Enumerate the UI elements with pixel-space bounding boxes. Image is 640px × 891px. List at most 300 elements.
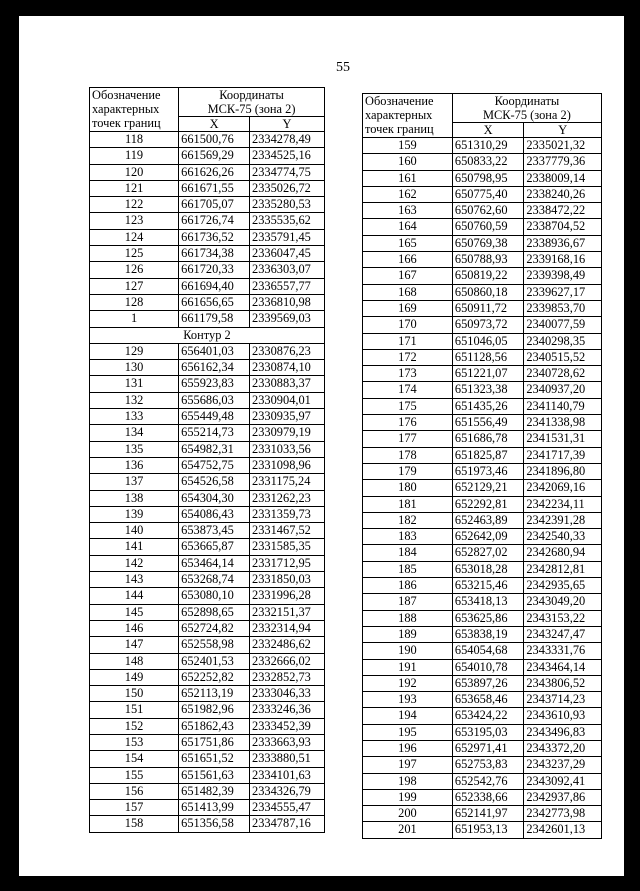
table-row — [363, 594, 602, 610]
x-coordinate: 653080,10 — [179, 588, 250, 604]
table-row — [90, 262, 325, 278]
y-coordinate: 2340077,59 — [524, 317, 602, 333]
x-coordinate: 661694,40 — [179, 278, 250, 294]
y-coordinate: 2340937,20 — [524, 382, 602, 398]
x-coordinate: 651128,56 — [452, 349, 523, 365]
x-coordinate: 650860,18 — [452, 284, 523, 300]
table-row — [363, 545, 602, 561]
x-coordinate: 653838,19 — [452, 626, 523, 642]
point-number: 144 — [90, 588, 179, 604]
x-coordinate: 650819,22 — [452, 268, 523, 284]
x-coordinate: 652252,82 — [179, 669, 250, 685]
point-number: 173 — [363, 366, 453, 382]
table-row — [363, 496, 602, 512]
x-coordinate: 652338,66 — [452, 789, 523, 805]
point-number: 188 — [363, 610, 453, 626]
x-coordinate: 650760,59 — [452, 219, 523, 235]
point-number: 118 — [90, 132, 179, 148]
point-number: 125 — [90, 246, 179, 262]
x-coordinate: 654086,43 — [179, 506, 250, 522]
x-coordinate: 652558,98 — [179, 637, 250, 653]
y-coordinate: 2330979,19 — [250, 425, 325, 441]
y-coordinate: 2331712,95 — [250, 555, 325, 571]
x-coordinate: 651982,96 — [179, 702, 250, 718]
y-coordinate: 2339398,49 — [524, 268, 602, 284]
coordinates-header: Координаты МСК-75 (зона 2) — [452, 94, 601, 123]
y-coordinate: 2331850,03 — [250, 572, 325, 588]
point-number: 126 — [90, 262, 179, 278]
point-number: 146 — [90, 620, 179, 636]
x-coordinate: 652971,41 — [452, 740, 523, 756]
y-coordinate: 2343247,47 — [524, 626, 602, 642]
table-row — [90, 376, 325, 392]
y-coordinate: 2331262,23 — [250, 490, 325, 506]
table-row — [363, 512, 602, 528]
y-coordinate: 2338704,52 — [524, 219, 602, 235]
table-row — [363, 643, 602, 659]
point-number: 134 — [90, 425, 179, 441]
point-number: 186 — [363, 578, 453, 594]
y-coordinate: 2343092,41 — [524, 773, 602, 789]
x-coordinate: 661736,52 — [179, 229, 250, 245]
x-coordinate: 655923,83 — [179, 376, 250, 392]
table-row — [363, 447, 602, 463]
y-coordinate: 2336557,77 — [250, 278, 325, 294]
y-coordinate: 2342601,13 — [524, 822, 602, 838]
y-coordinate: 2335535,62 — [250, 213, 325, 229]
x-coordinate: 651556,49 — [452, 415, 523, 431]
x-coordinate: 650798,95 — [452, 170, 523, 186]
x-coordinate: 661656,65 — [179, 294, 250, 310]
table-row — [90, 686, 325, 702]
y-coordinate: 2333246,36 — [250, 702, 325, 718]
table-row — [90, 474, 325, 490]
point-number: 147 — [90, 637, 179, 653]
y-coordinate: 2330876,23 — [250, 343, 325, 359]
y-coordinate: 2343610,93 — [524, 708, 602, 724]
y-coordinate: 2340728,62 — [524, 366, 602, 382]
y-coordinate: 2331359,73 — [250, 506, 325, 522]
table-row — [90, 490, 325, 506]
table-row — [363, 561, 602, 577]
y-coordinate: 2332151,37 — [250, 604, 325, 620]
y-coordinate: 2330904,01 — [250, 392, 325, 408]
x-coordinate: 661671,55 — [179, 180, 250, 196]
y-coordinate: 2335791,45 — [250, 229, 325, 245]
y-coordinate: 2341338,98 — [524, 415, 602, 431]
y-coordinate: 2334326,79 — [250, 783, 325, 799]
x-coordinate: 655449,48 — [179, 409, 250, 425]
x-coordinate: 654054,68 — [452, 643, 523, 659]
y-coordinate: 2342773,98 — [524, 806, 602, 822]
table-row — [90, 555, 325, 571]
y-coordinate: 2330935,97 — [250, 409, 325, 425]
x-coordinate: 656401,03 — [179, 343, 250, 359]
y-coordinate: 2343464,14 — [524, 659, 602, 675]
x-column-header: X — [452, 123, 523, 138]
x-coordinate: 651686,78 — [452, 431, 523, 447]
y-coordinate: 2334278,49 — [250, 132, 325, 148]
table-row — [90, 360, 325, 376]
x-coordinate: 651973,46 — [452, 463, 523, 479]
y-coordinate: 2331175,24 — [250, 474, 325, 490]
y-coordinate: 2342540,33 — [524, 529, 602, 545]
point-number: 175 — [363, 398, 453, 414]
point-number: 155 — [90, 767, 179, 783]
x-coordinate: 651221,07 — [452, 366, 523, 382]
x-coordinate: 655214,73 — [179, 425, 250, 441]
coordinates-table-right — [362, 93, 602, 839]
page-number: 55 — [336, 60, 350, 75]
coordinates-table-left — [89, 87, 325, 833]
y-coordinate: 2343714,23 — [524, 692, 602, 708]
table-row — [90, 343, 325, 359]
point-label-header: Обозначение характерных точек границ — [363, 94, 453, 138]
table-row — [90, 800, 325, 816]
point-number: 120 — [90, 164, 179, 180]
point-number: 166 — [363, 252, 453, 268]
x-column-header: X — [179, 117, 250, 132]
y-coordinate: 2336047,45 — [250, 246, 325, 262]
x-coordinate: 652642,09 — [452, 529, 523, 545]
point-number: 130 — [90, 360, 179, 376]
x-coordinate: 651435,26 — [452, 398, 523, 414]
table-row — [90, 539, 325, 555]
x-coordinate: 650769,38 — [452, 235, 523, 251]
point-number: 182 — [363, 512, 453, 528]
table-row — [363, 300, 602, 316]
table-row — [363, 138, 602, 154]
table-row — [90, 523, 325, 539]
table-row — [363, 675, 602, 691]
point-number: 187 — [363, 594, 453, 610]
table-row — [90, 213, 325, 229]
x-coordinate: 654304,30 — [179, 490, 250, 506]
y-column-header: Y — [250, 117, 325, 132]
table-row — [90, 278, 325, 294]
x-coordinate: 654982,31 — [179, 441, 250, 457]
y-coordinate: 2334525,16 — [250, 148, 325, 164]
table-row — [363, 333, 602, 349]
point-number: 197 — [363, 757, 453, 773]
x-coordinate: 652753,83 — [452, 757, 523, 773]
table-row — [363, 349, 602, 365]
table-row — [363, 692, 602, 708]
y-coordinate: 2333046,33 — [250, 686, 325, 702]
table-row — [363, 740, 602, 756]
y-coordinate: 2334787,16 — [250, 816, 325, 832]
point-number: 152 — [90, 718, 179, 734]
x-coordinate: 653897,26 — [452, 675, 523, 691]
y-coordinate: 2340515,52 — [524, 349, 602, 365]
point-number: 195 — [363, 724, 453, 740]
table-row — [90, 751, 325, 767]
x-coordinate: 652141,97 — [452, 806, 523, 822]
x-coordinate: 652724,82 — [179, 620, 250, 636]
y-coordinate: 2331996,28 — [250, 588, 325, 604]
point-number: 145 — [90, 604, 179, 620]
y-coordinate: 2335021,32 — [524, 138, 602, 154]
y-coordinate: 2341531,31 — [524, 431, 602, 447]
table-row — [363, 659, 602, 675]
point-number: 141 — [90, 539, 179, 555]
y-coordinate: 2342812,81 — [524, 561, 602, 577]
table-row — [90, 425, 325, 441]
y-coordinate: 2343372,20 — [524, 740, 602, 756]
point-number: 198 — [363, 773, 453, 789]
y-coordinate: 2337779,36 — [524, 154, 602, 170]
point-number: 192 — [363, 675, 453, 691]
point-number: 121 — [90, 180, 179, 196]
point-number: 191 — [363, 659, 453, 675]
x-coordinate: 652827,02 — [452, 545, 523, 561]
point-number: 165 — [363, 235, 453, 251]
table-row — [90, 767, 325, 783]
point-number: 136 — [90, 457, 179, 473]
point-number: 179 — [363, 463, 453, 479]
x-coordinate: 650788,93 — [452, 252, 523, 268]
point-number: 148 — [90, 653, 179, 669]
y-coordinate: 2334555,47 — [250, 800, 325, 816]
point-number: 178 — [363, 447, 453, 463]
point-number: 168 — [363, 284, 453, 300]
point-label-header: Обозначение характерных точек границ — [90, 88, 179, 132]
point-number: 149 — [90, 669, 179, 685]
y-coordinate: 2338936,67 — [524, 235, 602, 251]
y-coordinate: 2333880,51 — [250, 751, 325, 767]
x-coordinate: 650833,22 — [452, 154, 523, 170]
y-coordinate: 2342937,86 — [524, 789, 602, 805]
table-row — [363, 708, 602, 724]
table-row — [363, 186, 602, 202]
table-row — [363, 268, 602, 284]
x-coordinate: 661569,29 — [179, 148, 250, 164]
x-coordinate: 652113,19 — [179, 686, 250, 702]
point-number: 180 — [363, 480, 453, 496]
point-number: 137 — [90, 474, 179, 490]
y-coordinate: 2332666,02 — [250, 653, 325, 669]
point-number: 190 — [363, 643, 453, 659]
x-coordinate: 661726,74 — [179, 213, 250, 229]
y-coordinate: 2339569,03 — [250, 311, 325, 327]
x-coordinate: 651953,13 — [452, 822, 523, 838]
point-number: 140 — [90, 523, 179, 539]
x-coordinate: 661720,33 — [179, 262, 250, 278]
table-row — [90, 506, 325, 522]
y-coordinate: 2342680,94 — [524, 545, 602, 561]
x-coordinate: 655686,03 — [179, 392, 250, 408]
x-coordinate: 654752,75 — [179, 457, 250, 473]
point-number: 167 — [363, 268, 453, 284]
x-coordinate: 651862,43 — [179, 718, 250, 734]
x-coordinate: 651046,05 — [452, 333, 523, 349]
table-row — [363, 398, 602, 414]
point-number: 200 — [363, 806, 453, 822]
table-row — [363, 789, 602, 805]
y-coordinate: 2338240,26 — [524, 186, 602, 202]
table-row — [90, 409, 325, 425]
x-coordinate: 661705,07 — [179, 197, 250, 213]
point-number: 156 — [90, 783, 179, 799]
x-coordinate: 650911,72 — [452, 300, 523, 316]
y-coordinate: 2342391,28 — [524, 512, 602, 528]
table-row — [363, 317, 602, 333]
point-number: 174 — [363, 382, 453, 398]
table-row — [90, 197, 325, 213]
table-row — [90, 604, 325, 620]
y-coordinate: 2333663,93 — [250, 734, 325, 750]
table-row — [363, 578, 602, 594]
x-coordinate: 651413,99 — [179, 800, 250, 816]
table-row — [90, 148, 325, 164]
point-number: 172 — [363, 349, 453, 365]
y-coordinate: 2335026,72 — [250, 180, 325, 196]
point-number: 150 — [90, 686, 179, 702]
point-number: 181 — [363, 496, 453, 512]
x-coordinate: 653195,03 — [452, 724, 523, 740]
point-number: 133 — [90, 409, 179, 425]
point-number: 151 — [90, 702, 179, 718]
y-coordinate: 2331033,56 — [250, 441, 325, 457]
point-number: 183 — [363, 529, 453, 545]
x-coordinate: 653873,45 — [179, 523, 250, 539]
point-number: 176 — [363, 415, 453, 431]
y-coordinate: 2333452,39 — [250, 718, 325, 734]
table-row — [90, 783, 325, 799]
table-row — [363, 219, 602, 235]
point-number: 201 — [363, 822, 453, 838]
x-coordinate: 651310,29 — [452, 138, 523, 154]
x-coordinate: 652129,21 — [452, 480, 523, 496]
x-coordinate: 656162,34 — [179, 360, 250, 376]
point-number: 143 — [90, 572, 179, 588]
table-row — [363, 480, 602, 496]
x-coordinate: 654010,78 — [452, 659, 523, 675]
y-coordinate: 2343496,83 — [524, 724, 602, 740]
table-row — [363, 626, 602, 642]
point-number: 161 — [363, 170, 453, 186]
y-coordinate: 2339168,16 — [524, 252, 602, 268]
point-number: 127 — [90, 278, 179, 294]
table-row — [90, 441, 325, 457]
point-number: 193 — [363, 692, 453, 708]
point-number: 194 — [363, 708, 453, 724]
x-coordinate: 653464,14 — [179, 555, 250, 571]
point-number: 131 — [90, 376, 179, 392]
x-coordinate: 650775,40 — [452, 186, 523, 202]
point-number: 123 — [90, 213, 179, 229]
x-coordinate: 653625,86 — [452, 610, 523, 626]
point-number: 199 — [363, 789, 453, 805]
table-row — [363, 463, 602, 479]
y-coordinate: 2332852,73 — [250, 669, 325, 685]
table-row — [90, 620, 325, 636]
x-coordinate: 653658,46 — [452, 692, 523, 708]
table-row — [90, 229, 325, 245]
coordinates-header: Координаты МСК-75 (зона 2) — [179, 88, 325, 117]
point-number: 164 — [363, 219, 453, 235]
point-number: 185 — [363, 561, 453, 577]
y-coordinate: 2341140,79 — [524, 398, 602, 414]
point-number: 135 — [90, 441, 179, 457]
point-number: 170 — [363, 317, 453, 333]
y-coordinate: 2340298,35 — [524, 333, 602, 349]
point-number: 163 — [363, 203, 453, 219]
table-row — [363, 235, 602, 251]
y-coordinate: 2343049,20 — [524, 594, 602, 610]
point-number: 129 — [90, 343, 179, 359]
y-column-header: Y — [524, 123, 602, 138]
table-row — [363, 529, 602, 545]
y-coordinate: 2334101,63 — [250, 767, 325, 783]
point-number: 177 — [363, 431, 453, 447]
x-coordinate: 653424,22 — [452, 708, 523, 724]
x-coordinate: 652542,76 — [452, 773, 523, 789]
point-number: 124 — [90, 229, 179, 245]
point-number: 162 — [363, 186, 453, 202]
table-row — [90, 132, 325, 148]
x-coordinate: 661500,76 — [179, 132, 250, 148]
x-coordinate: 651356,58 — [179, 816, 250, 832]
x-coordinate: 653215,46 — [452, 578, 523, 594]
x-coordinate: 652463,89 — [452, 512, 523, 528]
point-number: 157 — [90, 800, 179, 816]
y-coordinate: 2341896,80 — [524, 463, 602, 479]
point-number: 122 — [90, 197, 179, 213]
y-coordinate: 2336303,07 — [250, 262, 325, 278]
x-coordinate: 654526,58 — [179, 474, 250, 490]
x-coordinate: 652401,53 — [179, 653, 250, 669]
x-coordinate: 653268,74 — [179, 572, 250, 588]
y-coordinate: 2334774,75 — [250, 164, 325, 180]
y-coordinate: 2331098,96 — [250, 457, 325, 473]
x-coordinate: 651482,39 — [179, 783, 250, 799]
table-row — [363, 284, 602, 300]
table-row — [90, 246, 325, 262]
y-coordinate: 2343153,22 — [524, 610, 602, 626]
x-coordinate: 651651,52 — [179, 751, 250, 767]
table-row — [90, 734, 325, 750]
point-number: 1 — [90, 311, 179, 327]
x-coordinate: 653418,13 — [452, 594, 523, 610]
table-row — [90, 572, 325, 588]
x-coordinate: 661734,38 — [179, 246, 250, 262]
y-coordinate: 2341717,39 — [524, 447, 602, 463]
y-coordinate: 2343806,52 — [524, 675, 602, 691]
y-coordinate: 2331467,52 — [250, 523, 325, 539]
point-number: 196 — [363, 740, 453, 756]
x-coordinate: 652898,65 — [179, 604, 250, 620]
point-number: 153 — [90, 734, 179, 750]
y-coordinate: 2336810,98 — [250, 294, 325, 310]
y-coordinate: 2332314,94 — [250, 620, 325, 636]
y-coordinate: 2343331,76 — [524, 643, 602, 659]
point-number: 159 — [363, 138, 453, 154]
x-coordinate: 651323,38 — [452, 382, 523, 398]
point-number: 171 — [363, 333, 453, 349]
y-coordinate: 2338009,14 — [524, 170, 602, 186]
table-row — [363, 822, 602, 838]
point-number: 169 — [363, 300, 453, 316]
table-row — [363, 610, 602, 626]
y-coordinate: 2339627,17 — [524, 284, 602, 300]
x-coordinate: 650973,72 — [452, 317, 523, 333]
table-row — [363, 154, 602, 170]
table-row — [90, 164, 325, 180]
point-number: 142 — [90, 555, 179, 571]
table-row — [363, 382, 602, 398]
x-coordinate: 651561,63 — [179, 767, 250, 783]
